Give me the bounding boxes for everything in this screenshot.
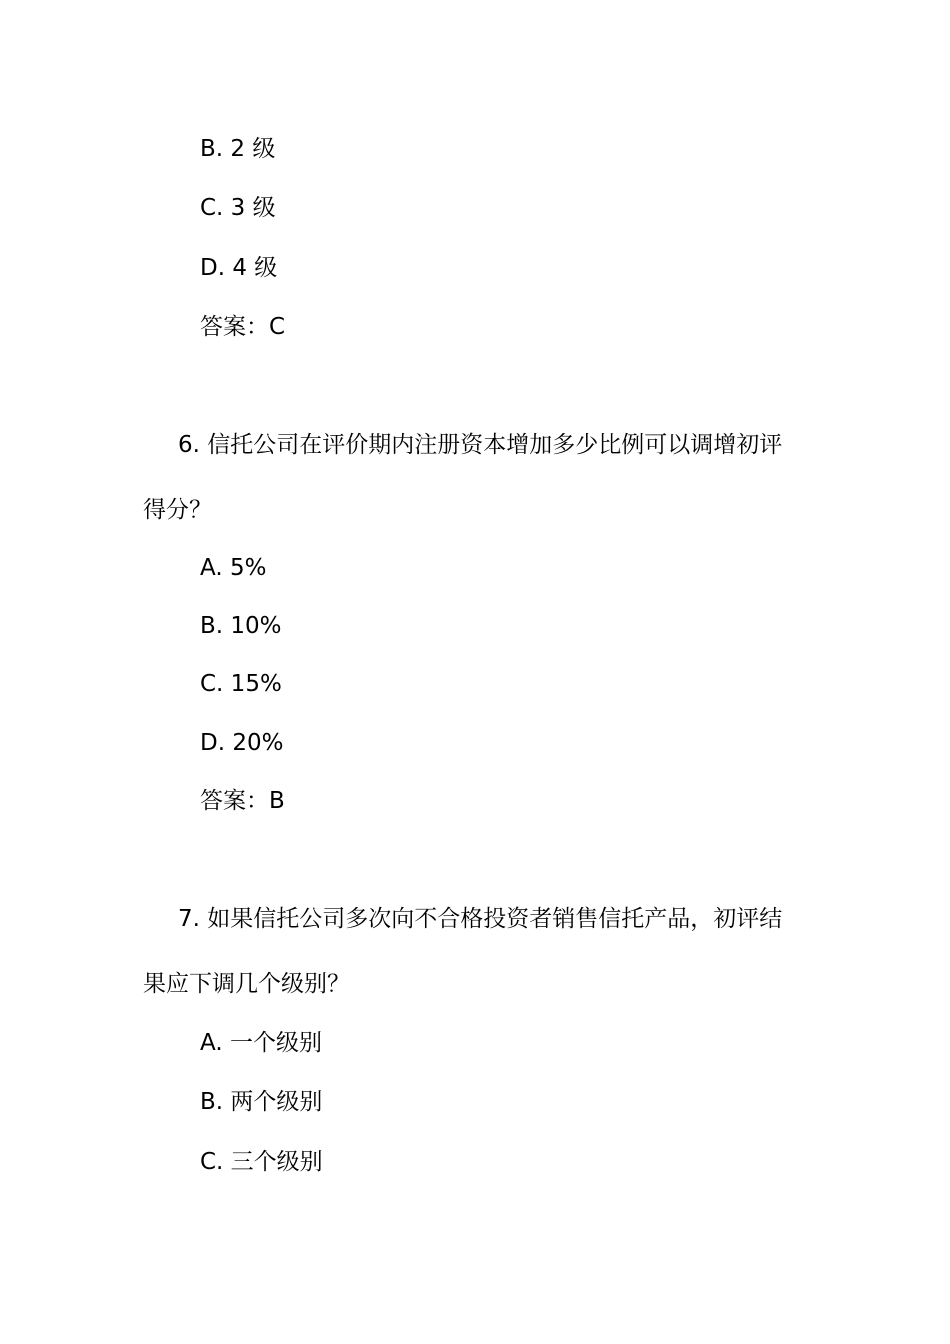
q6-option-b: B. 10%	[200, 613, 282, 639]
answer-prev: 答案：C	[200, 314, 286, 340]
q7-option-c: C. 三个级别	[200, 1149, 323, 1175]
question-7-line-2: 果应下调几个级别？	[143, 971, 350, 997]
q7-option-a: A. 一个级别	[200, 1030, 322, 1056]
option-c-level-3: C. 3 级	[200, 195, 276, 221]
q6-option-a: A. 5%	[200, 555, 267, 581]
option-d-level-4: D. 4 级	[200, 255, 278, 281]
q7-option-b: B. 两个级别	[200, 1089, 323, 1115]
question-7-line-1: 7. 如果信托公司多次向不合格投资者销售信托产品，初评结	[178, 906, 783, 932]
q6-answer: 答案：B	[200, 788, 285, 814]
question-6-line-1: 6. 信托公司在评价期内注册资本增加多少比例可以调增初评	[178, 432, 783, 458]
q6-option-c: C. 15%	[200, 671, 282, 697]
option-b-level-2: B. 2 级	[200, 136, 276, 162]
question-6-line-2: 得分？	[143, 497, 212, 523]
q6-option-d: D. 20%	[200, 730, 284, 756]
